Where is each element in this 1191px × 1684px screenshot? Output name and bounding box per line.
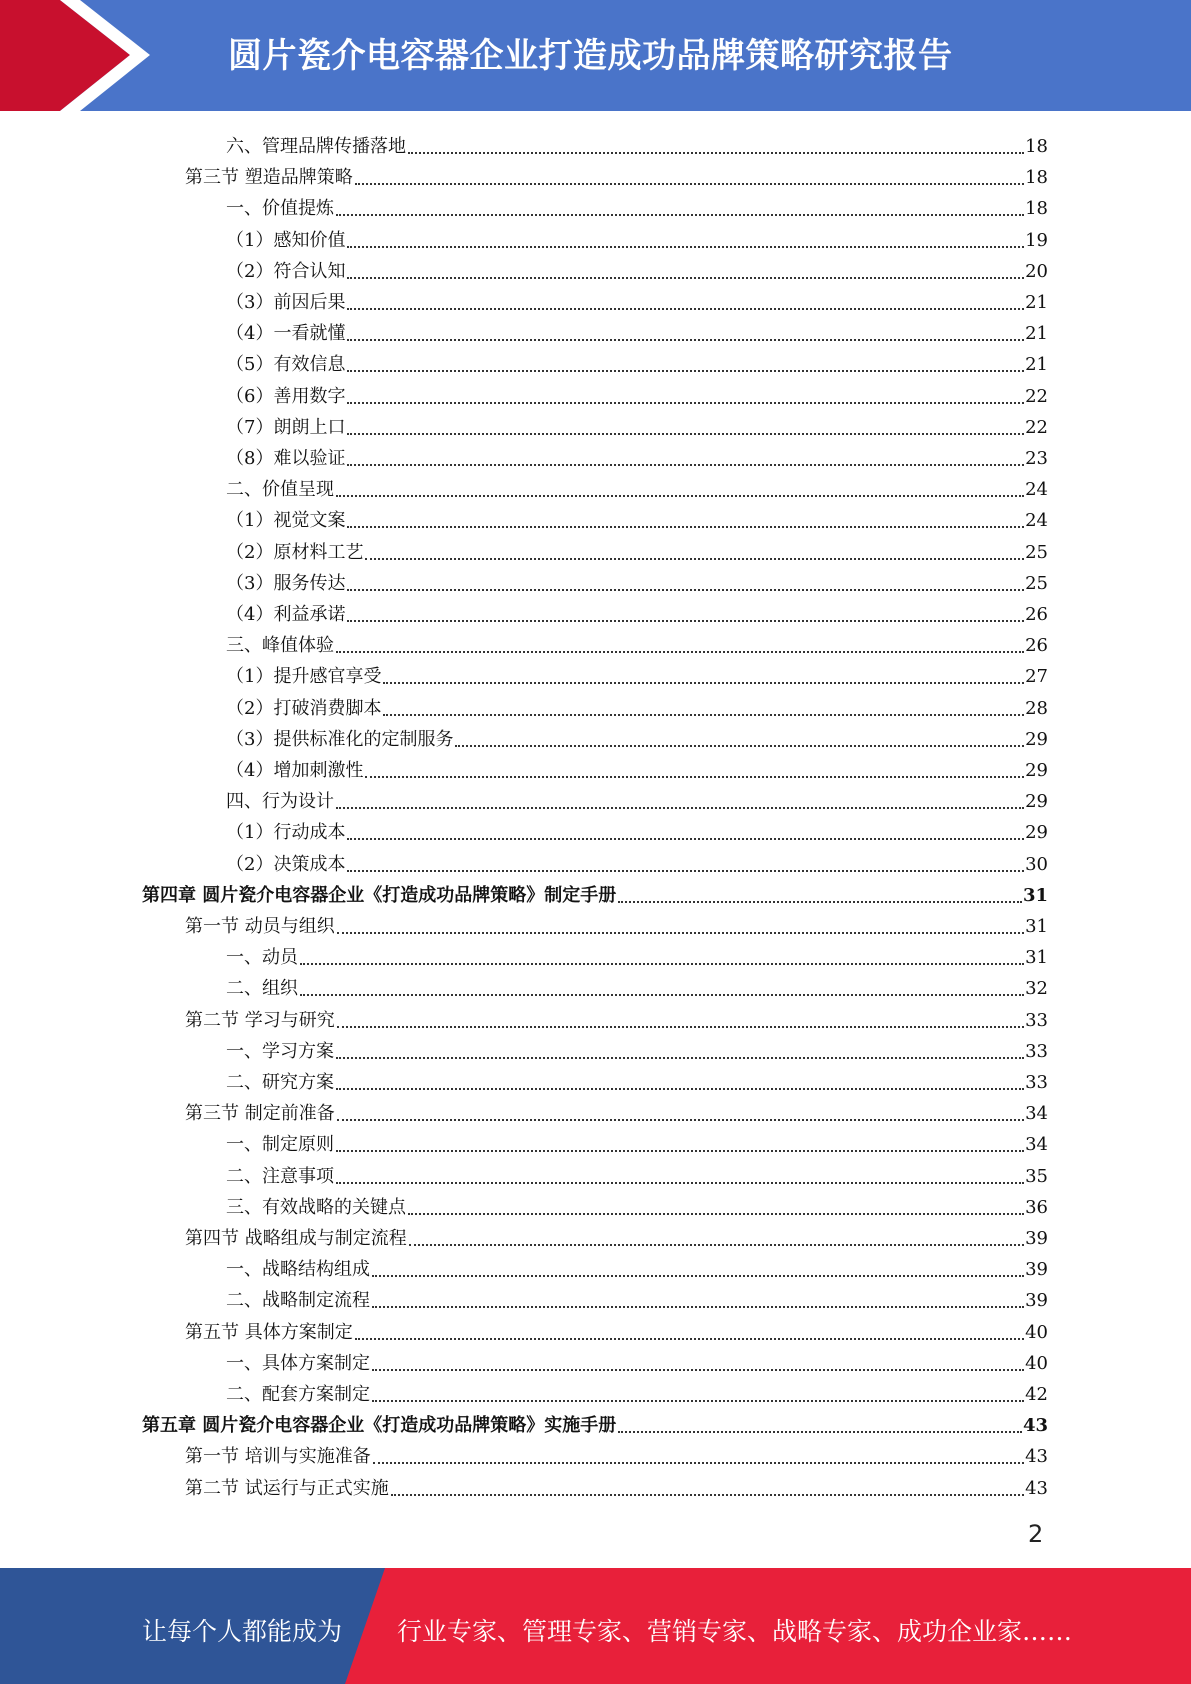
toc-leader-dots — [372, 1400, 1024, 1402]
toc-entry-page: 27 — [1025, 666, 1048, 688]
toc-entry-label: 二、组织 — [226, 978, 298, 1000]
toc-leader-dots — [347, 589, 1024, 591]
toc-leader-dots — [300, 963, 1024, 965]
toc-entry-page: 36 — [1025, 1196, 1048, 1218]
toc-leader-dots — [336, 1057, 1024, 1059]
toc-entry[interactable] — [226, 1250, 1048, 1281]
toc-entry-page: 30 — [1025, 853, 1048, 875]
toc-leader-dots — [336, 807, 1024, 809]
toc-entry-page: 33 — [1025, 1040, 1048, 1062]
toc-entry-page: 39 — [1025, 1259, 1048, 1281]
toc-entry[interactable] — [185, 1469, 1048, 1500]
toc-entry-label: 一、价值提炼 — [226, 198, 334, 220]
toc-entry-page: 18 — [1025, 198, 1048, 220]
toc-entry[interactable] — [142, 1406, 1048, 1437]
toc-entry-label: 一、战略结构组成 — [226, 1259, 370, 1281]
toc-entry[interactable] — [226, 533, 1048, 564]
toc-entry[interactable] — [226, 1125, 1048, 1156]
toc-leader-dots — [347, 620, 1024, 622]
toc-entry-page: 25 — [1025, 541, 1048, 563]
footer-slogan-left: 让每个人都能成为 — [142, 1617, 343, 1646]
toc-entry[interactable] — [226, 283, 1048, 314]
page-header — [0, 0, 1191, 111]
toc-leader-dots — [409, 1244, 1024, 1246]
toc-entry-label: （3）前因后果 — [226, 292, 346, 313]
toc-entry[interactable] — [226, 1063, 1048, 1094]
toc-entry-label: 第四章 圆片瓷介电容器企业《打造成功品牌策略》制定手册 — [142, 884, 617, 906]
toc-entry[interactable] — [185, 1001, 1048, 1032]
page-footer — [0, 1568, 1191, 1684]
toc-entry[interactable] — [226, 657, 1048, 688]
toc-leader-dots — [336, 1150, 1024, 1152]
toc-leader-dots — [337, 932, 1024, 934]
toc-leader-dots — [336, 1088, 1024, 1090]
toc-entry-page: 18 — [1025, 136, 1048, 157]
toc-entry-label: （7）朗朗上口 — [226, 416, 346, 438]
toc-entry-label: （1）提升感官享受 — [226, 666, 382, 688]
toc-entry-label: 一、动员 — [226, 947, 298, 969]
toc-entry-label: 第五节 具体方案制定 — [185, 1321, 353, 1343]
toc-leader-dots — [372, 1369, 1024, 1371]
toc-entry[interactable] — [226, 408, 1048, 439]
toc-leader-dots — [347, 370, 1024, 372]
toc-entry[interactable] — [226, 813, 1048, 844]
toc-leader-dots — [365, 558, 1024, 560]
toc-entry-page: 19 — [1025, 229, 1048, 251]
toc-entry-page: 25 — [1025, 572, 1048, 594]
toc-leader-dots — [372, 1275, 1024, 1277]
toc-entry-page: 31 — [1025, 947, 1048, 969]
toc-leader-dots — [408, 1213, 1024, 1215]
toc-entry[interactable] — [226, 689, 1048, 720]
toc-entry-page: 29 — [1025, 760, 1048, 781]
toc-leader-dots — [337, 1026, 1024, 1028]
toc-entry-page: 35 — [1025, 1165, 1048, 1187]
toc-entry[interactable] — [226, 720, 1048, 751]
toc-leader-dots — [455, 745, 1024, 747]
toc-leader-dots — [347, 402, 1024, 404]
toc-entry[interactable] — [226, 782, 1048, 813]
toc-entry[interactable] — [226, 345, 1048, 376]
toc-entry-page: 33 — [1025, 1072, 1048, 1093]
toc-leader-dots — [347, 433, 1024, 435]
toc-entry-page: 39 — [1025, 1290, 1048, 1312]
toc-entry[interactable] — [226, 1344, 1048, 1375]
toc-entry-label: （4）一看就懂 — [226, 323, 346, 345]
toc-entry-page: 33 — [1025, 1009, 1048, 1031]
toc-entry-label: 第三节 制定前准备 — [185, 1103, 335, 1125]
toc-entry[interactable] — [226, 127, 1048, 158]
toc-entry-label: 一、具体方案制定 — [226, 1352, 370, 1374]
toc-leader-dots — [618, 1431, 1022, 1433]
toc-leader-dots — [347, 246, 1024, 248]
toc-leader-dots — [383, 714, 1024, 716]
toc-entry-label: （8）难以验证 — [226, 448, 346, 469]
toc-entry[interactable] — [185, 907, 1048, 938]
toc-entry[interactable] — [226, 439, 1048, 470]
toc-entry-label: 三、有效战略的关键点 — [226, 1196, 406, 1218]
toc-entry-label: 二、战略制定流程 — [226, 1290, 370, 1312]
toc-entry[interactable] — [185, 1437, 1048, 1468]
toc-entry[interactable] — [226, 252, 1048, 283]
toc-entry-page: 42 — [1025, 1384, 1048, 1405]
toc-entry-page: 28 — [1025, 697, 1048, 719]
toc-entry[interactable] — [226, 1375, 1048, 1406]
toc-entry[interactable] — [226, 969, 1048, 1000]
toc-entry-page: 26 — [1025, 635, 1048, 657]
toc-entry[interactable] — [142, 876, 1048, 907]
toc-entry[interactable] — [226, 595, 1048, 626]
toc-entry-page: 22 — [1025, 416, 1048, 438]
toc-entry-label: 第三节 塑造品牌策略 — [185, 167, 353, 189]
toc-entry[interactable] — [226, 1032, 1048, 1063]
toc-entry[interactable] — [226, 845, 1048, 876]
toc-leader-dots — [347, 526, 1024, 528]
toc-entry[interactable] — [226, 938, 1048, 969]
toc-leader-dots — [347, 870, 1024, 872]
toc-leader-dots — [336, 495, 1024, 497]
toc-entry-label: （2）符合认知 — [226, 260, 346, 282]
toc-entry[interactable] — [226, 626, 1048, 657]
toc-entry-page: 22 — [1025, 385, 1048, 407]
toc-entry-page: 40 — [1025, 1321, 1048, 1343]
toc-entry-label: 第五章 圆片瓷介电容器企业《打造成功品牌策略》实施手册 — [142, 1415, 617, 1437]
toc-entry-page: 21 — [1025, 354, 1048, 376]
toc-entry-label: 三、峰值体验 — [226, 635, 334, 657]
toc-leader-dots — [365, 776, 1024, 778]
toc-leader-dots — [355, 1338, 1024, 1340]
toc-entry-label: 四、行为设计 — [226, 791, 334, 813]
toc-leader-dots — [337, 1119, 1024, 1121]
toc-entry-label: （1）视觉文案 — [226, 510, 346, 532]
toc-entry-label: 第四节 战略组成与制定流程 — [185, 1228, 407, 1249]
toc-leader-dots — [408, 152, 1024, 154]
toc-entry-page: 29 — [1025, 728, 1048, 750]
toc-entry-label: （2）决策成本 — [226, 853, 346, 875]
toc-entry[interactable] — [185, 158, 1048, 189]
toc-entry-label: （2）原材料工艺 — [226, 541, 364, 563]
toc-entry-label: （6）善用数字 — [226, 385, 346, 407]
toc-entry-page: 29 — [1025, 791, 1048, 813]
toc-entry-page: 23 — [1025, 448, 1048, 469]
toc-leader-dots — [355, 183, 1024, 185]
toc-leader-dots — [347, 277, 1024, 279]
toc-leader-dots — [383, 682, 1024, 684]
toc-entry-page: 43 — [1025, 1446, 1048, 1468]
toc-entry-label: （3）提供标准化的定制服务 — [226, 728, 454, 750]
toc-entry-label: （1）感知价值 — [226, 229, 346, 251]
toc-entry-page: 34 — [1025, 1103, 1048, 1125]
toc-entry[interactable] — [226, 564, 1048, 595]
page-number: 2 — [1028, 1520, 1044, 1548]
toc-entry-page: 24 — [1025, 479, 1048, 501]
toc-entry-label: （5）有效信息 — [226, 354, 346, 376]
toc-entry[interactable] — [226, 1157, 1048, 1188]
toc-leader-dots — [391, 1494, 1024, 1496]
toc-entry-label: （1）行动成本 — [226, 822, 346, 844]
toc-entry-page: 31 — [1025, 916, 1048, 937]
toc-leader-dots — [347, 339, 1024, 341]
toc-entry-label: （4）增加刺激性 — [226, 760, 364, 781]
toc-entry-label: 二、注意事项 — [226, 1165, 334, 1187]
toc-entry-label: 第二节 学习与研究 — [185, 1009, 335, 1031]
toc-leader-dots — [347, 464, 1024, 466]
toc-entry-page: 21 — [1025, 292, 1048, 313]
toc-entry[interactable] — [226, 751, 1048, 782]
toc-entry-label: 二、价值呈现 — [226, 479, 334, 501]
toc-entry-label: （3）服务传达 — [226, 572, 346, 594]
toc-entry-label: 一、制定原则 — [226, 1134, 334, 1156]
toc-leader-dots — [347, 308, 1024, 310]
toc-leader-dots — [336, 651, 1024, 653]
toc-entry[interactable] — [226, 470, 1048, 501]
toc-entry-label: 二、研究方案 — [226, 1072, 334, 1093]
toc-entry-label: 二、配套方案制定 — [226, 1384, 370, 1405]
toc-entry-page: 20 — [1025, 260, 1048, 282]
toc-entry-page: 43 — [1025, 1477, 1048, 1499]
toc-entry[interactable] — [185, 1094, 1048, 1125]
toc-entry[interactable] — [226, 1281, 1048, 1312]
toc-entry-page: 21 — [1025, 323, 1048, 345]
toc-entry-page: 29 — [1025, 822, 1048, 844]
toc-entry[interactable] — [185, 1313, 1048, 1344]
document-title: 圆片瓷介电容器企业打造成功品牌策略研究报告 — [228, 36, 953, 76]
toc-leader-dots — [336, 214, 1024, 216]
toc-entry[interactable] — [226, 377, 1048, 408]
toc-leader-dots — [373, 1462, 1024, 1464]
toc-entry[interactable] — [226, 221, 1048, 252]
toc-entry[interactable] — [185, 1219, 1048, 1250]
toc-entry[interactable] — [226, 314, 1048, 345]
toc-entry-page: 40 — [1025, 1352, 1048, 1374]
toc-entry-label: 第一节 动员与组织 — [185, 916, 335, 937]
toc-entry-page: 26 — [1025, 604, 1048, 625]
toc-entry-page: 31 — [1022, 884, 1048, 906]
toc-entry-label: （4）利益承诺 — [226, 604, 346, 625]
toc-entry[interactable] — [226, 501, 1048, 532]
toc-leader-dots — [618, 901, 1022, 903]
toc-leader-dots — [300, 994, 1024, 996]
toc-entry-page: 39 — [1025, 1228, 1048, 1249]
toc-leader-dots — [372, 1306, 1024, 1308]
toc-entry[interactable] — [226, 189, 1048, 220]
footer-slogan-right: 行业专家、管理专家、营销专家、战略专家、成功企业家…… — [397, 1617, 1073, 1646]
toc-entry-page: 18 — [1025, 167, 1048, 189]
toc-entry-label: （2）打破消费脚本 — [226, 697, 382, 719]
toc-entry-page: 24 — [1025, 510, 1048, 532]
toc-entry-label: 一、学习方案 — [226, 1040, 334, 1062]
toc-entry[interactable] — [226, 1188, 1048, 1219]
toc-leader-dots — [347, 838, 1024, 840]
toc-entry-label: 六、管理品牌传播落地 — [226, 136, 406, 157]
toc-entry-page: 32 — [1025, 978, 1048, 1000]
toc-leader-dots — [336, 1182, 1024, 1184]
toc-entry-page: 43 — [1022, 1415, 1048, 1437]
toc-entry-label: 第一节 培训与实施准备 — [185, 1446, 371, 1468]
toc-entry-label: 第二节 试运行与正式实施 — [185, 1477, 389, 1499]
toc-entry-page: 34 — [1025, 1134, 1048, 1156]
